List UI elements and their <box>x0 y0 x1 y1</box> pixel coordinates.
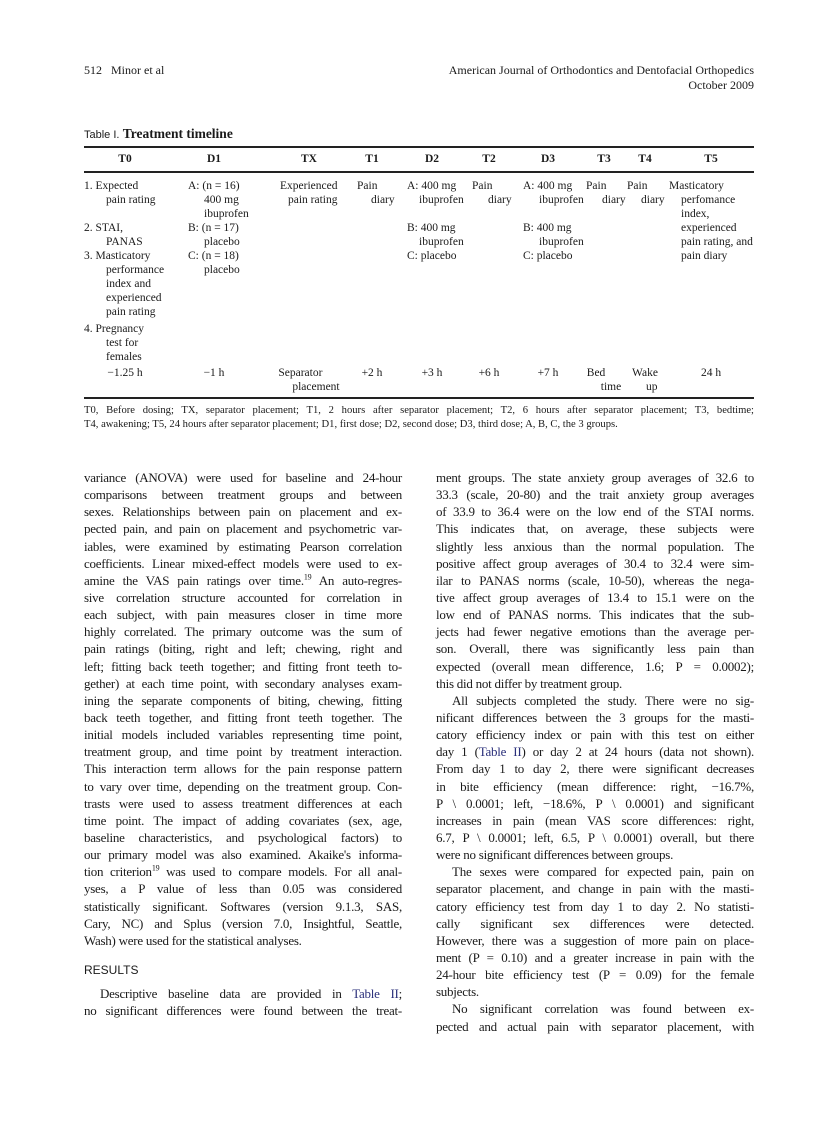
table-label: Table I. <box>84 129 120 141</box>
cell-line: pain rating, and <box>681 236 753 248</box>
cell-line: Experienced <box>280 180 338 192</box>
table-cell <box>407 179 464 207</box>
column-header-d2: D2 <box>424 153 440 165</box>
text-line: back teeth together, and fitting front teeth together. The <box>84 709 402 725</box>
cell-line: PANAS <box>106 236 143 248</box>
text-line: were no significant differences between groups. <box>436 847 674 863</box>
citation-superscript: 19 <box>151 863 160 873</box>
text-line: separator placement, and change in pain with the masti- <box>436 881 754 897</box>
text-line: P \ 0.0001; left, −18.6%, P \ 0.0001) and significant <box>436 795 754 811</box>
authors: Minor et al <box>111 63 165 77</box>
table-cell <box>188 221 240 249</box>
paragraph <box>436 692 754 863</box>
text-line: ilar to PANAS norms (scale, 10-50), whereas the nega- <box>436 572 754 588</box>
cell-line: test for <box>106 337 139 349</box>
text-line: comparisons between treatment groups and between <box>84 487 402 503</box>
text-line: to vary over time, depending on the treatment group. Con- <box>84 778 402 794</box>
text-line: catory efficiency index or pain with this test on either <box>436 727 754 743</box>
time-cell <box>632 366 658 394</box>
cell-line: experienced <box>106 292 162 304</box>
cell-line: performance <box>106 264 165 276</box>
text-line: Wash) were used for the statistical analyses. <box>84 932 302 948</box>
cell-line: B: 400 mg <box>407 222 456 234</box>
text-line: cally significant sex differences were detected. <box>436 915 754 931</box>
cell-line: B: 400 mg <box>523 222 572 234</box>
text-line: variance (ANOVA) were used for baseline and 24-hour <box>84 470 402 485</box>
cell-line: experienced <box>681 222 737 234</box>
cell-line: ibuprofen <box>204 208 249 220</box>
paragraph <box>436 1000 754 1034</box>
running-header-left <box>84 63 164 78</box>
text-line: positive affect group averages of 30.4 to 32.4 were sim- <box>436 555 754 571</box>
text-line: of 33.9 to 36.4 were on the low end of the STAI norms. <box>436 504 754 520</box>
time-line: −1.25 h <box>107 367 143 379</box>
footnote-line: T4, awakening; T5, 24 hours after separator placement; D1, first dose; D2, second dose; D3, third dose; A, B, C, the 3 groups. <box>84 419 618 430</box>
citation-superscript: 19 <box>303 572 312 582</box>
table-cell <box>280 179 338 207</box>
text-line: From day 1 to day 2, there were significant decreases <box>436 761 754 777</box>
text-line: pected pain, and pain on placement and psychometric var- <box>84 521 402 537</box>
text-segment: ) or day 2 at 24 hours (data not shown). <box>521 744 754 760</box>
cell-line: diary <box>641 194 665 206</box>
text-line: tive affect group averages of 13.4 to 15.1 were on the <box>436 589 754 605</box>
cell-line: pain rating <box>288 194 338 206</box>
table-cell <box>472 179 512 207</box>
table-cell <box>84 249 164 319</box>
text-line: treatment group, and time point by treatment interaction. <box>84 744 402 760</box>
time-cell <box>701 366 721 380</box>
cell-line: placebo <box>204 236 240 248</box>
cell-line: index and <box>106 278 152 290</box>
text-line: sexes. Relationships between pain on placement and ex- <box>84 504 402 520</box>
column-header-d1: D1 <box>206 153 222 165</box>
time-line: +3 h <box>421 367 443 379</box>
table-cell <box>523 221 584 249</box>
cell-line: placebo <box>204 264 240 276</box>
text-segment: Descriptive baseline data are provided in <box>100 985 353 1001</box>
cell-line: pain rating <box>106 306 156 318</box>
text-line: No significant correlation was found between ex- <box>452 1001 754 1017</box>
time-line: 24 h <box>700 367 722 379</box>
journal-title: American Journal of Orthodontics and Dentofacial Orthopedics <box>448 63 754 77</box>
cell-line: index, <box>681 208 710 220</box>
issue-date: October 2009 <box>688 78 754 92</box>
time-line: Wake <box>632 367 658 379</box>
text-line <box>84 572 402 589</box>
text-line: this did not differ by treatment group. <box>436 675 623 691</box>
text-line <box>436 743 754 760</box>
text-line: The sexes were compared for expected pain, pain on <box>452 864 754 880</box>
text-line: each subject, with pain measures closer in time more <box>84 607 402 623</box>
column-header-tx: TX <box>301 153 317 165</box>
text-line: highly correlated. The primary outcome was the sum of <box>84 624 402 640</box>
text-line: ining the separate components of biting, chewing, fitting <box>84 692 402 708</box>
cell-line: ibuprofen <box>539 236 584 248</box>
table-bottom-rule <box>84 397 754 399</box>
table-cell <box>188 179 249 221</box>
cell-line: 400 mg <box>204 194 239 206</box>
table-cell <box>523 249 573 263</box>
text-line: jects had fewer negative emotions than the average per- <box>436 624 754 640</box>
section-heading: RESULTS <box>84 962 139 977</box>
time-cell <box>107 366 142 380</box>
time-line: up <box>646 381 658 393</box>
cell-line: pain diary <box>681 250 728 262</box>
cell-line: B: (n = 17) <box>188 222 239 234</box>
text-line: gether) at each time point, with secondary analyses exam- <box>84 675 402 691</box>
cell-line: females <box>106 351 142 363</box>
body-column-left <box>84 469 402 1019</box>
cell-line: 3. Masticatory <box>84 250 151 262</box>
cell-line: diary <box>371 194 395 206</box>
table-cell <box>523 179 584 207</box>
paragraph <box>84 985 402 1019</box>
running-header-right <box>449 63 754 93</box>
cell-line: Pain <box>586 180 607 192</box>
text-line: ment (P = 0.10) and a greater increase in pain with the <box>436 949 754 965</box>
column-header-d3: D3 <box>540 153 556 165</box>
text-line: slightly less anxious than the normal population. The <box>436 538 754 554</box>
time-cell <box>278 366 339 394</box>
cell-line: A: (n = 16) <box>188 180 240 192</box>
text-line: left; fitting back teeth together; and fitting front teeth to- <box>84 658 402 674</box>
cell-line: ibuprofen <box>539 194 584 206</box>
cell-line: pain rating <box>106 194 156 206</box>
time-cell <box>479 366 500 380</box>
text-segment: was used to compare models. For all anal- <box>159 864 402 880</box>
cell-line: 1. Expected <box>84 180 139 192</box>
table-cell <box>188 249 240 277</box>
text-line: coefficients. Linear mixed-effect models were used to ex- <box>84 555 402 571</box>
cell-line: Pain <box>357 180 378 192</box>
text-line: This indicates that, on average, these subjects were <box>436 521 754 537</box>
table-cell <box>627 179 665 207</box>
cell-line: diary <box>602 194 626 206</box>
table-cell <box>84 179 156 207</box>
text-line: Cary, NC) and Splus (version 7.0, Insightful, Seattle, <box>84 915 402 931</box>
time-line: +2 h <box>361 367 383 379</box>
text-line: catory efficiency test from day 1 to day 2. No statisti- <box>436 898 754 914</box>
table-top-rule <box>84 146 754 148</box>
cell-line: diary <box>488 194 512 206</box>
text-line: All subjects completed the study. There were no sig- <box>452 692 754 708</box>
text-line: ment groups. The state anxiety group averages of 32.6 to <box>436 470 754 485</box>
paragraph <box>436 469 754 692</box>
text-line: time point. The impact of adding covariates (sex, age, <box>84 812 402 828</box>
text-line: iables, were examined by estimating Pearson correlation <box>84 538 402 554</box>
cell-line: A: 400 mg <box>407 180 457 192</box>
column-header-t3: T3 <box>597 153 611 165</box>
time-line: Bed <box>586 367 606 379</box>
column-header-t0: T0 <box>118 153 132 165</box>
table-title: Treatment timeline <box>122 126 233 141</box>
cell-line: C: placebo <box>407 250 457 262</box>
table-cell <box>84 322 144 364</box>
time-cell <box>204 366 225 380</box>
time-cell <box>422 366 443 380</box>
time-line: +7 h <box>537 367 559 379</box>
text-line: son. Overall, there was significantly less pain than <box>436 641 754 657</box>
text-line: 33.3 (scale, 20-80) and the trait anxiety group averages <box>436 487 754 503</box>
time-line: −1 h <box>203 367 225 379</box>
time-line: Separator <box>278 367 323 379</box>
text-line: However, there was a suggestion of more pain on place- <box>436 932 754 948</box>
text-line: pected and actual pain with separator placement, with <box>436 1018 754 1034</box>
text-line: trasts were used to assess treatment differences at each <box>84 795 402 811</box>
column-header-t5: T5 <box>704 153 718 165</box>
text-line: initial models included variables representing time point, <box>84 727 402 743</box>
table-cell <box>669 179 753 263</box>
text-line: no significant differences were found between the treat- <box>84 1003 402 1019</box>
cell-line: C: placebo <box>523 250 573 262</box>
column-header-t1: T1 <box>365 153 379 165</box>
text-segment: tion criterion <box>84 864 152 880</box>
table-cell <box>357 179 395 207</box>
cell-line: ibuprofen <box>419 236 464 248</box>
table-footnote <box>84 404 754 432</box>
cell-line: 4. Pregnancy <box>84 323 145 335</box>
column-header-t4: T4 <box>638 153 652 165</box>
text-line: sive correlation structure accounted for correlation in <box>84 589 402 605</box>
cell-line: ibuprofen <box>419 194 464 206</box>
body-column-right <box>436 469 754 1035</box>
text-segment: day 1 ( <box>436 744 479 760</box>
cell-line: 2. STAI, <box>84 222 124 234</box>
cell-line: C: (n = 18) <box>188 250 239 262</box>
text-segment: amine the VAS pain ratings over time. <box>84 572 304 588</box>
table-header-rule <box>84 171 754 173</box>
text-line: baseline characteristics, and psychological factors) to <box>84 829 402 845</box>
table-cell <box>407 249 457 263</box>
table-cell <box>407 221 464 249</box>
cell-line: Masticatory <box>669 180 724 192</box>
text-line: our primary model was also examined. Akaike's informa- <box>84 847 402 863</box>
footnote-line: T0, Before dosing; TX, separator placement; T1, 2 hours after separator placement; T2, 6 hours after separator placement; T3, bedtime; <box>84 405 754 416</box>
table-cell <box>586 179 626 207</box>
text-line: 6.7, P \ 0.0001; left, 6.5, P \ 0.0001) overall, but there <box>436 829 754 845</box>
text-line <box>84 863 402 880</box>
text-line <box>84 985 402 1002</box>
text-segment: An auto-regres- <box>311 572 402 588</box>
text-line: nificant differences between the 3 groups for the masti- <box>436 709 754 725</box>
paragraph <box>436 863 754 1000</box>
cell-line: Pain <box>627 180 648 192</box>
column-header-t2: T2 <box>482 153 496 165</box>
time-line: +6 h <box>478 367 500 379</box>
table-cell <box>84 221 143 249</box>
text-line: pain ratings (biting, right and left; chewing, right and <box>84 641 402 657</box>
text-line: statistically significant. Softwares (version 9.1.3, SAS, <box>84 898 402 914</box>
text-line: This interaction term allows for the pain response pattern <box>84 761 402 777</box>
table-reference-link[interactable]: Table II <box>352 985 399 1001</box>
cell-line: A: 400 mg <box>523 180 573 192</box>
time-cell <box>587 366 621 394</box>
time-cell <box>362 366 383 380</box>
page-number: 512 <box>84 63 102 77</box>
time-cell <box>538 366 559 380</box>
text-line: subjects. <box>436 984 479 1000</box>
table-reference-link[interactable]: Table II <box>478 744 522 760</box>
text-line: 24-hour bite efficiency test (P = 0.09) for the female <box>436 967 754 983</box>
text-line: increases in pain (mean VAS score differences: right, <box>436 812 754 828</box>
text-line: in bite efficiency (mean difference: right, −16.7%, <box>436 778 754 794</box>
time-line: placement <box>292 381 340 393</box>
text-line: yses, a P value of less than 0.05 was considered <box>84 881 402 897</box>
cell-line: Pain <box>472 180 493 192</box>
paragraph <box>84 469 402 949</box>
text-line: low end of PANAS norms. This indicates that the sub- <box>436 607 754 623</box>
time-line: time <box>600 381 622 393</box>
cell-line: perfomance <box>681 194 736 206</box>
text-segment: ; <box>398 985 402 1001</box>
table-caption <box>84 126 233 142</box>
text-line: expected (overall mean difference, 1.6; P = 0.0002); <box>436 658 754 674</box>
